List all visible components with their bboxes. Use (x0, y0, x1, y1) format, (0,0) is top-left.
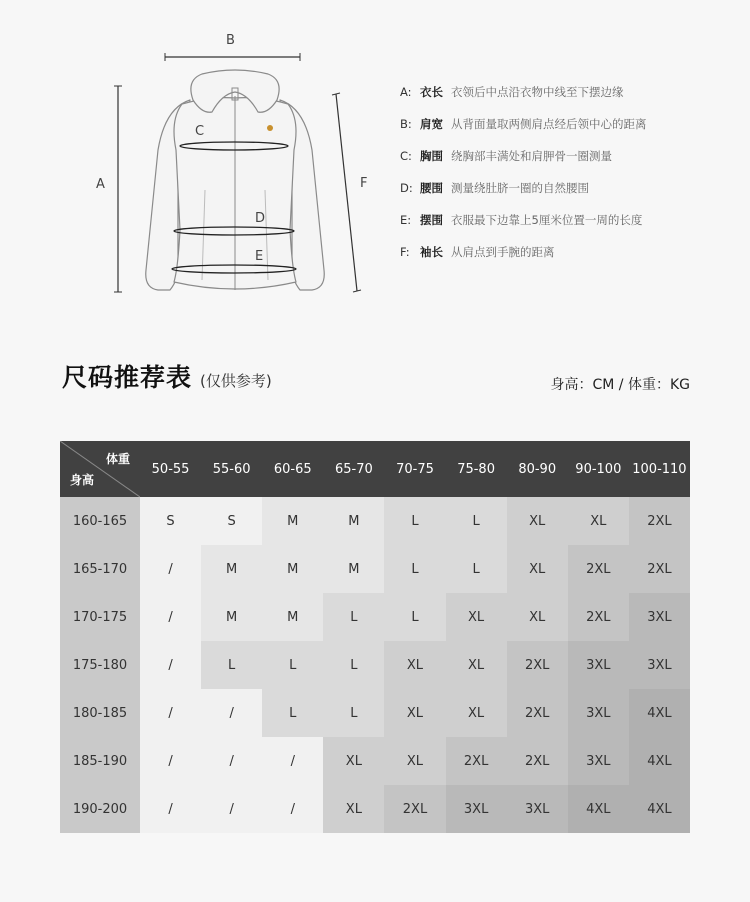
column-header: 60-65 (262, 441, 323, 497)
size-cell: XL (384, 689, 445, 737)
size-cell: XL (446, 641, 507, 689)
size-cell: 2XL (568, 545, 629, 593)
size-cell: L (262, 641, 323, 689)
size-cell: / (140, 689, 201, 737)
size-cell: L (262, 689, 323, 737)
size-cell: 2XL (507, 689, 568, 737)
label-b: B (226, 33, 235, 48)
size-cell: 3XL (629, 593, 690, 641)
size-cell: / (201, 737, 262, 785)
row-height-label: 190-200 (60, 785, 140, 833)
legend-key: C: (400, 149, 412, 163)
column-header: 65-70 (323, 441, 384, 497)
size-cell: / (201, 689, 262, 737)
column-header: 100-110 (629, 441, 690, 497)
size-cell: XL (568, 497, 629, 545)
row-height-label: 180-185 (60, 689, 140, 737)
table-row (60, 785, 690, 833)
legend-desc: 衣服最下边靠上5厘米位置一周的长度 (451, 213, 643, 227)
row-height-label: 160-165 (60, 497, 140, 545)
legend-desc: 绕胸部丰满处和肩胛骨一圈测量 (451, 149, 612, 163)
legend-name: 腰围 (420, 181, 443, 195)
column-header: 50-55 (140, 441, 201, 497)
table-row (60, 497, 690, 545)
size-cell: M (262, 497, 323, 545)
size-cell: M (323, 497, 384, 545)
table-row (60, 737, 690, 785)
size-cell: / (262, 737, 323, 785)
unit-note: 身高：CM / 体重：KG (550, 377, 690, 393)
size-cell: L (384, 545, 445, 593)
table-row (60, 641, 690, 689)
label-a: A (96, 177, 105, 192)
row-height-label: 170-175 (60, 593, 140, 641)
size-cell: XL (507, 545, 568, 593)
page-title: 尺码推荐表 (62, 363, 193, 392)
legend-item (400, 108, 730, 140)
size-cell: XL (384, 641, 445, 689)
weight-header: 体重 (105, 452, 130, 466)
column-header: 70-75 (384, 441, 445, 497)
legend-desc: 从背面量取两侧肩点经后领中心的距离 (451, 117, 647, 131)
size-cell: M (262, 593, 323, 641)
size-cell: / (140, 593, 201, 641)
legend-key: D: (400, 181, 413, 195)
size-table (60, 441, 690, 833)
size-cell: 3XL (568, 641, 629, 689)
legend-name: 摆围 (420, 213, 443, 227)
legend-name: 衣长 (420, 85, 443, 99)
size-cell: 3XL (568, 737, 629, 785)
column-header: 75-80 (446, 441, 507, 497)
measurement-legend (400, 76, 730, 268)
row-height-label: 175-180 (60, 641, 140, 689)
label-f: F (360, 176, 368, 191)
legend-desc: 从肩点到手腕的距离 (451, 245, 555, 259)
size-cell: L (384, 497, 445, 545)
size-cell: S (201, 497, 262, 545)
size-cell: 4XL (568, 785, 629, 833)
size-cell: S (140, 497, 201, 545)
row-height-label: 185-190 (60, 737, 140, 785)
size-cell: / (201, 785, 262, 833)
legend-item (400, 76, 730, 108)
size-cell: 4XL (629, 689, 690, 737)
label-d: D (255, 211, 266, 226)
size-cell: XL (507, 593, 568, 641)
size-cell: 2XL (568, 593, 629, 641)
size-chart-title (62, 358, 272, 394)
size-cell: L (323, 641, 384, 689)
column-header: 80-90 (507, 441, 568, 497)
size-cell: XL (384, 737, 445, 785)
table-body (60, 497, 690, 833)
table-header-row (60, 441, 690, 497)
size-cell: / (140, 737, 201, 785)
size-cell: 2XL (629, 545, 690, 593)
size-cell: 2XL (629, 497, 690, 545)
size-cell: L (201, 641, 262, 689)
size-cell: / (140, 785, 201, 833)
size-cell: 4XL (629, 737, 690, 785)
size-cell: L (446, 545, 507, 593)
legend-name: 袖长 (420, 245, 443, 259)
size-cell: L (323, 593, 384, 641)
size-cell: 2XL (507, 737, 568, 785)
corner-header (60, 441, 140, 497)
size-cell: M (323, 545, 384, 593)
size-cell: / (140, 641, 201, 689)
size-cell: L (384, 593, 445, 641)
size-cell: 2XL (446, 737, 507, 785)
size-cell: M (201, 545, 262, 593)
page-subtitle: (仅供参考) (200, 372, 272, 390)
legend-name: 胸围 (420, 149, 443, 163)
size-cell: 3XL (507, 785, 568, 833)
legend-item (400, 204, 730, 236)
size-cell: 4XL (629, 785, 690, 833)
table-row (60, 545, 690, 593)
size-cell: L (323, 689, 384, 737)
size-cell: 2XL (507, 641, 568, 689)
legend-key: E: (400, 213, 412, 227)
column-header: 90-100 (568, 441, 629, 497)
size-cell: XL (323, 737, 384, 785)
size-cell: XL (323, 785, 384, 833)
size-cell: XL (446, 689, 507, 737)
legend-item (400, 172, 730, 204)
legend-desc: 衣领后中点沿衣物中线至下摆边缘 (451, 85, 624, 99)
size-cell: / (140, 545, 201, 593)
size-cell: 3XL (629, 641, 690, 689)
size-cell: / (262, 785, 323, 833)
legend-key: A: (400, 85, 412, 99)
table-row (60, 689, 690, 737)
legend-desc: 测量绕肚脐一圈的自然腰围 (451, 181, 589, 195)
size-cell: 2XL (384, 785, 445, 833)
legend-key: B: (400, 117, 412, 131)
label-e: E (255, 249, 264, 264)
table-row (60, 593, 690, 641)
column-header: 55-60 (201, 441, 262, 497)
legend-item (400, 236, 730, 268)
size-cell: 3XL (568, 689, 629, 737)
legend-item (400, 140, 730, 172)
size-cell: M (201, 593, 262, 641)
height-header: 身高 (70, 473, 95, 487)
size-cell: 3XL (446, 785, 507, 833)
size-cell: XL (507, 497, 568, 545)
row-height-label: 165-170 (60, 545, 140, 593)
label-c: C (195, 124, 205, 139)
size-cell: M (262, 545, 323, 593)
size-cell: XL (446, 593, 507, 641)
size-cell: L (446, 497, 507, 545)
legend-key: F: (400, 245, 410, 259)
legend-name: 肩宽 (420, 117, 443, 131)
